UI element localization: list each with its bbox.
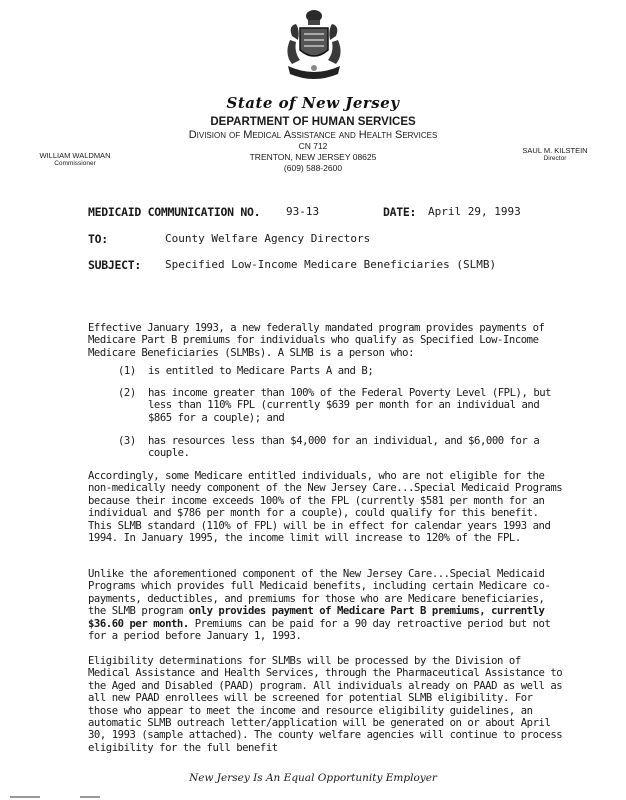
director-name: SAUL M. KILSTEIN xyxy=(522,146,588,155)
criteria-number: (1) xyxy=(118,365,136,377)
criteria-text: is entitled to Medicare Parts A and B; xyxy=(148,365,374,377)
criteria-text: has resources less than $4,000 for an individual, and $6,000 for a couple. xyxy=(148,435,540,460)
state-seal-icon xyxy=(278,6,350,88)
director-title: Director xyxy=(543,155,567,162)
to-value: County Welfare Agency Directors xyxy=(165,232,371,245)
subject-value: Specified Low-Income Medicare Beneficiaries (SLMB) xyxy=(165,258,497,271)
footer-eoe: New Jersey Is An Equal Opportunity Employer xyxy=(189,772,437,784)
director-block xyxy=(500,146,610,162)
intro-paragraph: Effective January 1993, a new federally mandated program provides payments of Medicare Part B premiums for individuals who qualify as Specified Low-Income Medicare Beneficiaries (SLMBs). A SLMB is a person who: xyxy=(88,322,545,359)
benefit-text-b: Premiums can be paid for a 90 day retroactive period but not for a period before January 1, 1993. xyxy=(88,617,551,643)
city-line: TRENTON, NEW JERSEY 08625 xyxy=(249,152,377,162)
paragraph-eligibility-context: Accordingly, some Medicare entitled individuals, who are not eligible for the non-medically needy component of the New Jersey Care...Special Medicaid Programs because their income exceeds 100% of the FPL (currently $581 per month for an individual and $786 per month for a couple), could qualify for this benefit. This SLMB standard (110% of FPL) will be in effect for calendar years 1993 and 1994. In January 1995, the income limit will increase to 120% of the FPL. xyxy=(88,470,563,545)
criteria-item xyxy=(118,387,568,424)
commissioner-title: Commissioner xyxy=(54,160,96,167)
commissioner-block xyxy=(20,151,130,167)
page-edge-mark xyxy=(10,796,40,798)
paragraph-determinations: Eligibility determinations for SLMBs will be processed by the Division of Medical Assistance and Health Services, through the Pharmaceutical Assistance to the Aged and Disabled (PAAD) program. All individuals already on PAAD as well as all new PAAD enrollees will be screened for potential SLMB eligibility. For those who appear to meet the income and resource eligibility guidelines, an automatic SLMB outreach letter/application will be generated on or about April 30, 1993 (sample attached). The county welfare agencies will continue to process eligibility for the full benefit xyxy=(88,655,563,754)
page-edge-mark xyxy=(80,796,100,798)
cn-line: CN 712 xyxy=(298,141,328,151)
paragraph-slmb-benefit xyxy=(88,568,568,642)
communication-label: MEDICAID COMMUNICATION NO. xyxy=(88,205,261,219)
date-label: DATE: xyxy=(383,205,417,219)
department-name: DEPARTMENT OF HUMAN SERVICES xyxy=(210,116,416,128)
state-title: State of New Jersey xyxy=(226,94,400,112)
subject-label: SUBJECT: xyxy=(88,258,141,272)
criteria-item xyxy=(118,365,568,377)
commissioner-name: WILLIAM WALDMAN xyxy=(39,151,111,160)
date-value: April 29, 1993 xyxy=(428,205,521,218)
phone-line: (609) 588-2600 xyxy=(283,163,343,173)
criteria-number: (2) xyxy=(118,387,136,399)
benefit-text-a: Unlike the aforementioned component of the New Jersey Care...Special Medicaid Programs which provides full Medicaid benefits, including certain Medicare co-payments, deductibles, and premiums for those who are Medicare beneficiaries, the SLMB program xyxy=(88,568,551,618)
division-name: Division of Medical Assistance and Health Services xyxy=(188,129,438,141)
criteria-item xyxy=(118,435,568,460)
criteria-number: (3) xyxy=(118,435,136,447)
to-label: TO: xyxy=(88,232,108,246)
benefit-emphasis: only provides payment of Medicare Part B premiums, currently $36.60 per month. xyxy=(88,605,545,630)
criteria-text: has income greater than 100% of the Federal Poverty Level (FPL), but less than 110% FPL (currently $639 per month for an individual and $865 for a couple); and xyxy=(148,387,552,424)
communication-number: 93-13 xyxy=(286,205,320,218)
